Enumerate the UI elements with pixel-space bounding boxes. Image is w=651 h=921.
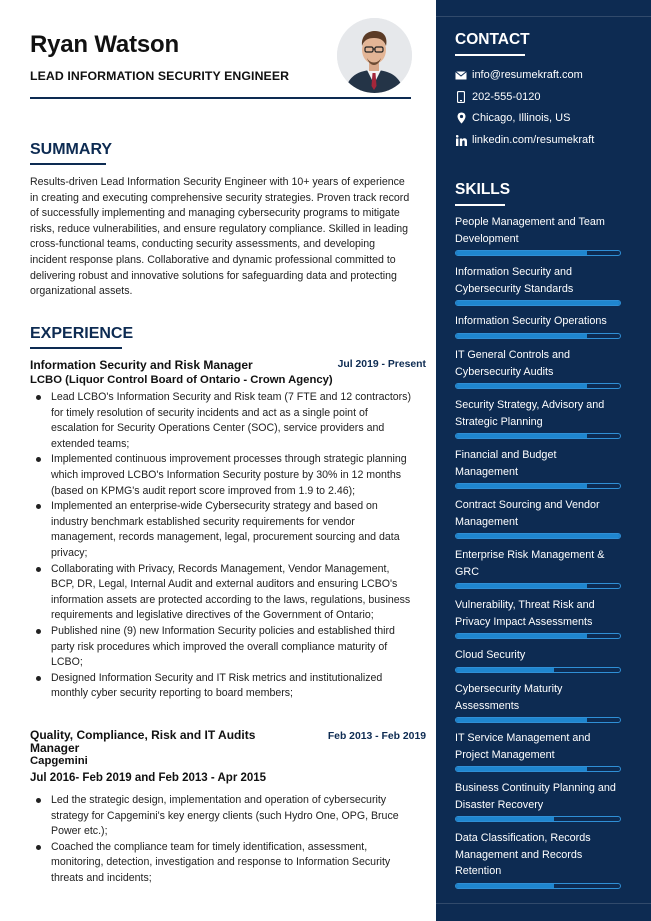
experience-heading-underline xyxy=(30,347,122,349)
job-company: Capgemini xyxy=(30,755,88,767)
skill-level-bar xyxy=(455,533,621,539)
skill-item xyxy=(455,730,621,772)
profile-photo xyxy=(337,18,412,93)
skill-level-fill xyxy=(456,884,554,888)
skill-label: IT General Controls and Cybersecurity Audits xyxy=(455,349,571,378)
skill-item xyxy=(455,830,621,889)
skills-heading: SKILLS xyxy=(455,181,511,198)
job-bullet: Designed Information Security and IT Risk metrics and institutionalized monthly cyber security reporting to board members; xyxy=(30,671,413,702)
skill-level-bar xyxy=(455,717,621,723)
skill-label: Financial and Budget Management xyxy=(455,449,557,478)
job-bullet: Collaborating with Privacy, Records Management, Vendor Management, BCP, DR, Legal, Internal Audit and external auditors and ensuring LCBO's information assets are protected according to the laws, regulations, business requirements and legislative directives of the Government of Ontario; xyxy=(30,562,413,624)
skill-level-fill xyxy=(456,718,587,722)
summary-heading-underline xyxy=(30,163,106,165)
job-bullet: Coached the compliance team for timely identification, assessment, monitoring, detection, investigation and response to Information Security threats and incidents; xyxy=(30,840,413,887)
contact-location-text: Chicago, Illinois, US xyxy=(472,112,571,124)
phone-icon xyxy=(455,91,467,103)
job-bullet: Lead LCBO's Information Security and Risk team (7 FTE and 12 contractors) for timely resolution of security incidents and act as a single point of escalation for Security Operations Center (SOC), service providers and extended teams; xyxy=(30,390,413,452)
skill-item xyxy=(455,397,621,439)
skill-level-fill xyxy=(456,334,587,338)
skill-level-bar xyxy=(455,583,621,589)
skill-item xyxy=(455,647,621,673)
skill-label: Vulnerability, Threat Risk and Privacy Impact Assessments xyxy=(455,599,595,628)
skill-level-fill xyxy=(456,301,620,305)
skill-label: Information Security and Cybersecurity Standards xyxy=(455,266,574,295)
skill-level-fill xyxy=(456,668,554,672)
contact-location xyxy=(455,112,570,124)
skill-label: Cloud Security xyxy=(455,649,526,661)
skill-level-fill xyxy=(456,251,587,255)
skill-label: IT Service Management and Project Management xyxy=(455,732,591,761)
contact-email-text: info@resumekraft.com xyxy=(472,69,583,81)
skill-level-fill xyxy=(456,434,587,438)
skill-item xyxy=(455,597,621,639)
header-divider xyxy=(30,97,411,99)
skill-level-fill xyxy=(456,634,587,638)
job-title: Information Security and Risk Manager xyxy=(30,358,253,372)
skill-item xyxy=(455,780,621,822)
summary-heading: SUMMARY xyxy=(30,141,113,158)
skill-level-bar xyxy=(455,300,621,306)
skill-level-bar xyxy=(455,667,621,673)
skill-level-bar xyxy=(455,333,621,339)
skill-label: Enterprise Risk Management & GRC xyxy=(455,549,605,578)
email-icon xyxy=(455,69,467,81)
skill-label: Business Continuity Planning and Disaster Recovery xyxy=(455,782,616,811)
location-pin-icon xyxy=(455,112,467,124)
experience-heading: EXPERIENCE xyxy=(30,325,134,342)
skill-item xyxy=(455,347,621,389)
contact-heading-underline xyxy=(455,54,525,56)
contact-linkedin-text: linkedin.com/resumekraft xyxy=(472,134,595,146)
skill-item xyxy=(455,447,621,489)
linkedin-icon xyxy=(455,134,467,146)
skill-level-fill xyxy=(456,584,587,588)
skill-level-fill xyxy=(456,817,554,821)
skill-label: Security Strategy, Advisory and Strategic Planning xyxy=(455,399,605,428)
skill-item xyxy=(455,681,621,723)
sidebar-top-line xyxy=(436,16,651,17)
skill-level-fill xyxy=(456,484,587,488)
skill-level-bar xyxy=(455,816,621,822)
contact-email[interactable] xyxy=(455,69,583,81)
skill-item xyxy=(455,214,621,256)
skill-level-bar xyxy=(455,383,621,389)
job-date: Feb 2013 - Feb 2019 xyxy=(327,731,426,742)
skill-level-fill xyxy=(456,384,587,388)
job-bullet: Implemented an enterprise-wide Cybersecurity strategy and based on industry benchmark established security requirements for vendor management, records management, legal, procurement sourcing and data privacy; xyxy=(30,499,413,561)
skill-label: Data Classification, Records Management and Records Retention xyxy=(455,832,591,878)
job-date: Jul 2019 - Present xyxy=(337,359,426,370)
job-bullet: Implemented continuous improvement processes through strategic planning which improved LCBO's Information Security posture by 30% in 12 months (based on KPMG's audit report score improved from 1.9 to 2.46); xyxy=(30,452,413,499)
skill-level-bar xyxy=(455,883,621,889)
person-portrait-icon xyxy=(337,18,412,93)
skill-item xyxy=(455,547,621,589)
skill-level-bar xyxy=(455,766,621,772)
skill-item xyxy=(455,313,621,339)
skill-level-fill xyxy=(456,767,587,771)
skill-level-bar xyxy=(455,633,621,639)
skill-level-fill xyxy=(456,534,620,538)
summary-text: Results-driven Lead Information Security Engineer with 10+ years of experience in creating and executing comprehensive security strategies. Proven track record of successfully implementing and managing cybersecurity programs to mitigate risks, reduce vulnerabilities, and ensure regulatory compliance. Skilled in leading cross-functional teams, conducting security assessments, and developing incident response plans. Collaborative and dynamic professional committed to delivering robust and innovative solutions for safeguarding data and protecting organizational assets. xyxy=(30,176,410,298)
skill-label: Cybersecurity Maturity Assessments xyxy=(455,683,563,712)
contact-heading: CONTACT xyxy=(455,31,530,48)
contact-phone[interactable] xyxy=(455,91,541,103)
contact-linkedin[interactable] xyxy=(455,134,594,146)
job-company: LCBO (Liquor Control Board of Ontario - Crown Agency) xyxy=(30,374,333,386)
skill-label: Information Security Operations xyxy=(455,315,607,327)
skill-label: People Management and Team Development xyxy=(455,216,605,245)
job-bullet: Published nine (9) new Information Security policies and established third party risk procedures which improved the overall compliance maturity of LCBO; xyxy=(30,624,413,671)
skill-level-bar xyxy=(455,483,621,489)
sidebar-bottom-line xyxy=(436,903,651,904)
job-bullets xyxy=(30,793,413,887)
skill-label: Contract Sourcing and Vendor Management xyxy=(455,499,600,528)
skills-heading-underline xyxy=(455,204,505,206)
job-subdate: Jul 2016- Feb 2019 and Feb 2013 - Apr 2015 xyxy=(30,772,267,784)
candidate-name: Ryan Watson xyxy=(30,31,179,58)
candidate-role: LEAD INFORMATION SECURITY ENGINEER xyxy=(30,69,290,83)
skill-item xyxy=(455,264,621,306)
contact-phone-text: 202-555-0120 xyxy=(472,91,541,103)
job-title: Quality, Compliance, Risk and IT Audits Manager xyxy=(30,728,256,755)
job-bullets xyxy=(30,390,413,702)
skill-item xyxy=(455,497,621,539)
skill-level-bar xyxy=(455,433,621,439)
job-bullet: Led the strategic design, implementation and operation of cybersecurity strategy for Capgemini's key energy clients (such Hydro One, OPG, Bruce Power etc.); xyxy=(30,793,413,840)
skill-level-bar xyxy=(455,250,621,256)
